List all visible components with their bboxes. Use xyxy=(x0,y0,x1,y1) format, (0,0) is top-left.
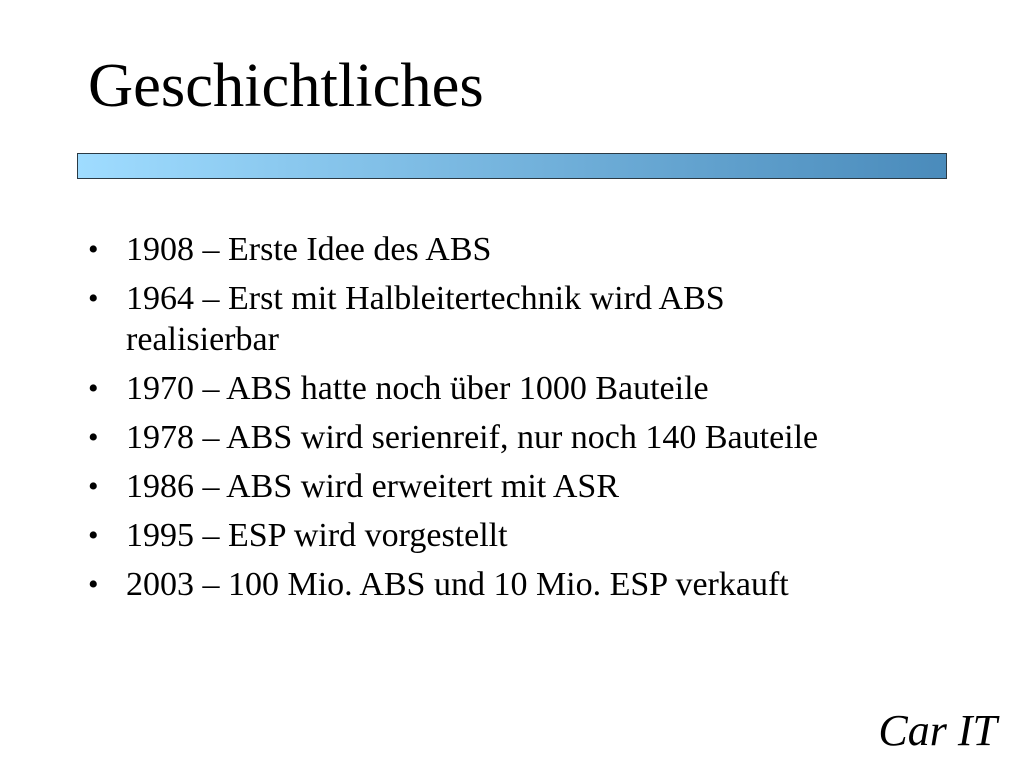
bullet-text: 2003 – 100 Mio. ABS und 10 Mio. ESP verkauft xyxy=(126,566,789,603)
bullet-item xyxy=(88,515,856,556)
bullet-text: 1986 – ABS wird erweitert mit ASR xyxy=(126,468,619,505)
bullet-text: 1970 – ABS hatte noch über 1000 Bauteile xyxy=(126,370,709,407)
bullet-marker: • xyxy=(88,470,99,503)
bullet-list xyxy=(88,229,856,613)
bullet-marker: • xyxy=(88,233,99,266)
bullet-marker: • xyxy=(88,421,99,454)
bullet-item xyxy=(88,229,856,270)
bullet-marker: • xyxy=(88,372,99,405)
bullet-item xyxy=(88,564,856,605)
bullet-text: 1908 – Erste Idee des ABS xyxy=(126,231,492,268)
bullet-marker: • xyxy=(88,282,99,315)
title-divider-bar xyxy=(77,153,947,179)
bullet-marker: • xyxy=(88,568,99,601)
bullet-text: 1995 – ESP wird vorgestellt xyxy=(126,517,508,554)
bullet-item xyxy=(88,368,856,409)
bullet-item xyxy=(88,466,856,507)
bullet-item xyxy=(88,417,856,458)
slide-title: Geschichtliches xyxy=(88,50,484,120)
bullet-marker: • xyxy=(88,519,99,552)
bullet-text: 1978 – ABS wird serienreif, nur noch 140 Bauteile xyxy=(126,419,819,456)
footer-brand: Car IT xyxy=(878,706,997,755)
bullet-item xyxy=(88,278,856,360)
bullet-text: 1964 – Erst mit Halbleitertechnik wird ABS realisierbar xyxy=(126,280,725,358)
